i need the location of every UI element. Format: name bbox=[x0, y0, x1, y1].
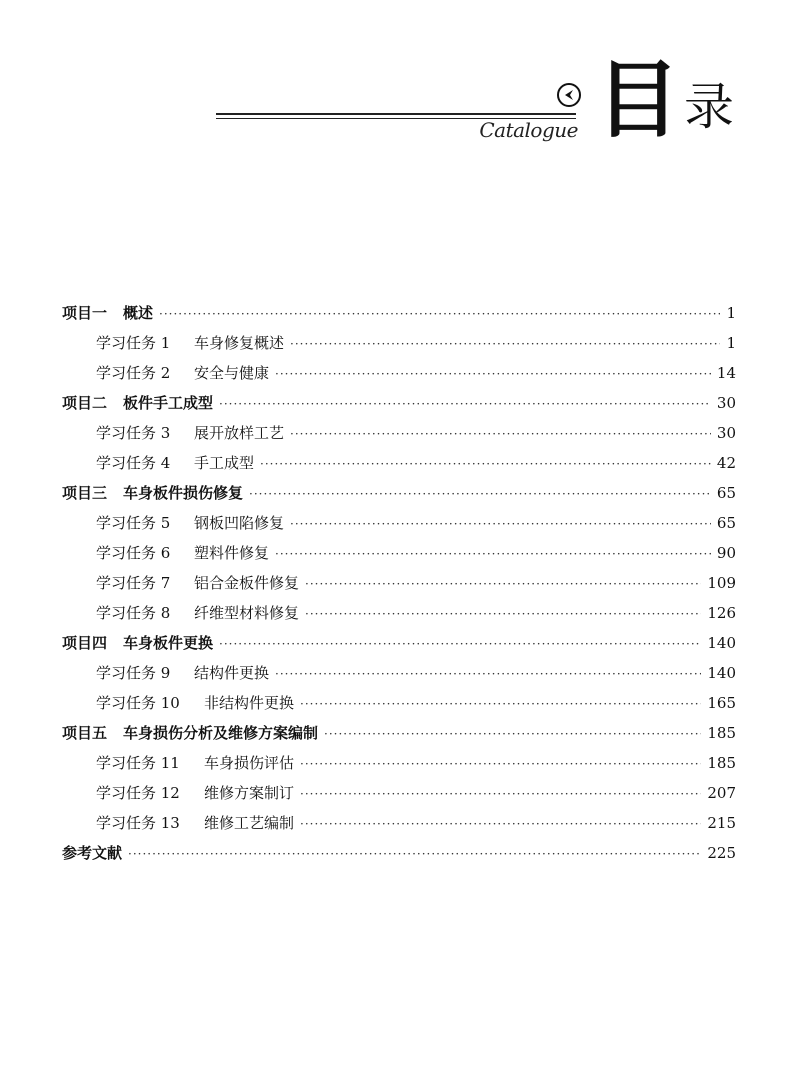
task-title: 车身修复概述 bbox=[194, 334, 285, 352]
task-title: 钢板凹陷修复 bbox=[194, 514, 285, 532]
page-number: 14 bbox=[716, 364, 736, 382]
toc-task-row[interactable] bbox=[62, 778, 736, 808]
table-of-contents bbox=[62, 298, 736, 868]
task-label: 学习任务 4 bbox=[96, 454, 171, 472]
dot-leader bbox=[128, 839, 701, 869]
page-number: 1 bbox=[726, 304, 736, 322]
toc-task-row[interactable] bbox=[62, 538, 736, 568]
page-title-main: 目 bbox=[596, 51, 681, 149]
task-title: 展开放样工艺 bbox=[194, 424, 285, 442]
task-title: 非结构件更换 bbox=[204, 694, 295, 712]
page-number: 126 bbox=[707, 604, 736, 622]
dot-leader bbox=[290, 419, 711, 449]
task-title: 维修方案制订 bbox=[204, 784, 295, 802]
toc-task-row[interactable] bbox=[62, 568, 736, 598]
task-label: 学习任务 3 bbox=[96, 424, 171, 442]
page-number: 140 bbox=[707, 664, 736, 682]
task-label: 学习任务 12 bbox=[96, 784, 180, 802]
task-label: 学习任务 11 bbox=[96, 754, 180, 772]
dot-leader bbox=[275, 659, 701, 689]
toc-part-row[interactable] bbox=[62, 298, 736, 328]
task-title: 安全与健康 bbox=[194, 364, 270, 382]
dot-leader bbox=[290, 329, 720, 359]
page-number: 1 bbox=[726, 334, 736, 352]
dot-leader bbox=[300, 689, 701, 719]
task-title: 铝合金板件修复 bbox=[194, 574, 300, 592]
dot-leader bbox=[275, 539, 711, 569]
toc-task-row[interactable] bbox=[62, 598, 736, 628]
page-number: 225 bbox=[707, 844, 736, 862]
task-title: 车身损伤评估 bbox=[204, 754, 295, 772]
page-number: 165 bbox=[707, 694, 736, 712]
toc-task-row[interactable] bbox=[62, 808, 736, 838]
page-number: 65 bbox=[716, 484, 736, 502]
dot-leader bbox=[219, 629, 701, 659]
task-title: 维修工艺编制 bbox=[204, 814, 295, 832]
page-number: 207 bbox=[707, 784, 736, 802]
page-number: 109 bbox=[707, 574, 736, 592]
page-header bbox=[0, 0, 790, 170]
page-number: 42 bbox=[716, 454, 736, 472]
toc-task-row[interactable] bbox=[62, 358, 736, 388]
toc-task-row[interactable] bbox=[62, 658, 736, 688]
part-title: 概述 bbox=[123, 304, 154, 322]
toc-part-row[interactable] bbox=[62, 718, 736, 748]
part-title: 车身板件更换 bbox=[123, 634, 214, 652]
page-number: 185 bbox=[707, 724, 736, 742]
dot-leader bbox=[300, 779, 701, 809]
task-label: 学习任务 6 bbox=[96, 544, 171, 562]
circle-arrow-left-icon bbox=[556, 82, 582, 108]
task-label: 学习任务 7 bbox=[96, 574, 171, 592]
toc-task-row[interactable] bbox=[62, 508, 736, 538]
page-title-second: 录 bbox=[684, 78, 734, 136]
part-title: 车身板件损伤修复 bbox=[123, 484, 244, 502]
part-label: 项目三 bbox=[62, 484, 108, 502]
toc-task-row[interactable] bbox=[62, 328, 736, 358]
task-title: 纤维型材料修复 bbox=[194, 604, 300, 622]
toc-part-row[interactable] bbox=[62, 478, 736, 508]
task-label: 学习任务 9 bbox=[96, 664, 171, 682]
dot-leader bbox=[305, 569, 701, 599]
page-number: 215 bbox=[707, 814, 736, 832]
dot-leader bbox=[300, 809, 701, 839]
dot-leader bbox=[159, 299, 720, 329]
dot-leader bbox=[260, 449, 711, 479]
task-title: 塑料件修复 bbox=[194, 544, 270, 562]
task-label: 学习任务 2 bbox=[96, 364, 171, 382]
page-number: 90 bbox=[716, 544, 736, 562]
toc-part-row[interactable] bbox=[62, 628, 736, 658]
page-number: 185 bbox=[707, 754, 736, 772]
dot-leader bbox=[290, 509, 711, 539]
toc-part-row[interactable] bbox=[62, 388, 736, 418]
dot-leader bbox=[249, 479, 711, 509]
part-label: 项目五 bbox=[62, 724, 108, 742]
page-number: 140 bbox=[707, 634, 736, 652]
dot-leader bbox=[300, 749, 701, 779]
task-label: 学习任务 8 bbox=[96, 604, 171, 622]
task-label: 学习任务 13 bbox=[96, 814, 180, 832]
dot-leader bbox=[275, 359, 711, 389]
toc-references-row[interactable] bbox=[62, 838, 736, 868]
task-title: 手工成型 bbox=[194, 454, 255, 472]
part-title: 车身损伤分析及维修方案编制 bbox=[123, 724, 319, 742]
dot-leader bbox=[324, 719, 701, 749]
task-label: 学习任务 1 bbox=[96, 334, 171, 352]
part-label: 项目二 bbox=[62, 394, 108, 412]
header-rule-thick bbox=[216, 113, 576, 115]
toc-task-row[interactable] bbox=[62, 688, 736, 718]
page-number: 65 bbox=[716, 514, 736, 532]
part-title: 板件手工成型 bbox=[123, 394, 214, 412]
task-label: 学习任务 5 bbox=[96, 514, 171, 532]
page-number: 30 bbox=[716, 394, 736, 412]
part-label: 项目一 bbox=[62, 304, 108, 322]
dot-leader bbox=[219, 389, 711, 419]
catalogue-subtitle: Catalogue bbox=[479, 118, 578, 142]
part-label: 项目四 bbox=[62, 634, 108, 652]
toc-task-row[interactable] bbox=[62, 748, 736, 778]
toc-task-row[interactable] bbox=[62, 448, 736, 478]
task-label: 学习任务 10 bbox=[96, 694, 180, 712]
references-title: 参考文献 bbox=[62, 844, 123, 862]
page-number: 30 bbox=[716, 424, 736, 442]
toc-task-row[interactable] bbox=[62, 418, 736, 448]
task-title: 结构件更换 bbox=[194, 664, 270, 682]
dot-leader bbox=[305, 599, 701, 629]
